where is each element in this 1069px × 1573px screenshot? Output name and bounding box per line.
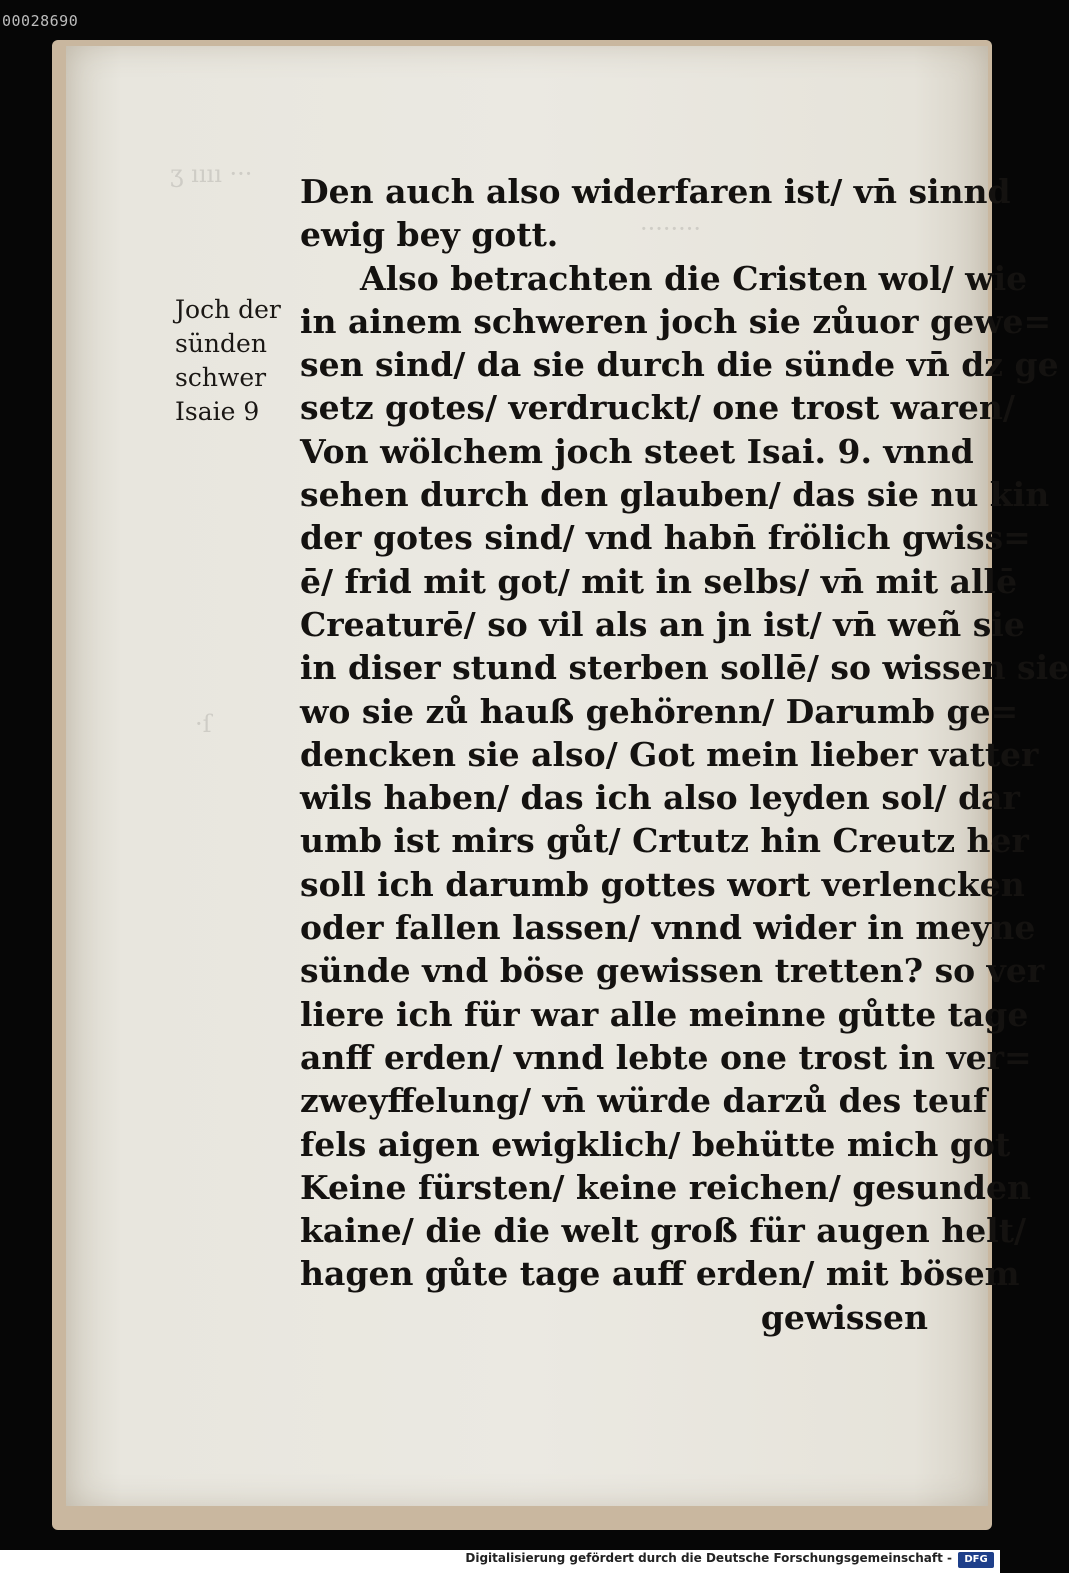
text-line: sünde vnd böse gewissen tretten? so ver bbox=[300, 951, 1045, 991]
bleed-through-mark: ········ bbox=[640, 215, 702, 243]
catchword: gewissen bbox=[760, 1297, 928, 1337]
text-line: anff erden/ vnnd lebte one trost in ver= bbox=[300, 1037, 1032, 1077]
text-line: umb ist mirs gůt/ Crtutz hin Creutz her bbox=[300, 821, 1029, 861]
text-line: fels aigen ewigklich/ behütte mich got bbox=[300, 1124, 1011, 1164]
text-line: Also betrachten die Cristen wol/ wie bbox=[360, 258, 1028, 298]
bleed-through-mark: ʒ ıııı ··· bbox=[170, 160, 253, 188]
scan-id-label: 00028690 bbox=[2, 12, 79, 30]
text-line: der gotes sind/ vnd habn̄ frölich gwiss= bbox=[300, 518, 1031, 558]
margin-note-line: Joch der bbox=[175, 295, 281, 324]
text-line: sen sind/ da sie durch die sünde vn̄ dz ge bbox=[300, 345, 1059, 385]
text-line: kaine/ die die welt groß für augen helt/ bbox=[300, 1211, 1027, 1251]
text-line: wo sie zů hauß gehörenn/ Darumb ge= bbox=[300, 691, 1019, 731]
text-line: Von wölchem joch steet Isai. 9. vnnd bbox=[300, 431, 974, 471]
margin-note bbox=[175, 293, 305, 429]
text-line: zweyffelung/ vn̄ würde darzů des teuf bbox=[300, 1081, 988, 1121]
text-line: ē/ frid mit got/ mit in selbs/ vn̄ mit allē bbox=[300, 561, 1018, 601]
margin-note-line: Isaie 9 bbox=[175, 397, 260, 426]
text-line: oder fallen lassen/ vnnd wider in meyne bbox=[300, 908, 1036, 948]
funding-notice: Digitalisierung gefördert durch die Deutsche Forschungsgemeinschaft - bbox=[465, 1551, 952, 1565]
text-line: soll ich darumb gottes wort verlencken bbox=[300, 864, 1025, 904]
text-line: ewig bey gott. bbox=[300, 215, 559, 255]
main-text-block bbox=[300, 170, 1069, 1339]
bleed-through-mark: ·ſ bbox=[195, 710, 212, 738]
text-line: dencken sie also/ Got mein lieber vatter bbox=[300, 734, 1039, 774]
text-line: hagen gůte tage auff erden/ mit bösem bbox=[300, 1254, 1020, 1294]
text-line: Creaturē/ so vil als an jn ist/ vn̄ weñ sie bbox=[300, 604, 1025, 644]
text-line: liere ich für war alle meinne gůtte tage bbox=[300, 994, 1029, 1034]
text-line: in diser stund sterben sollē/ so wissen sie bbox=[300, 648, 1069, 688]
text-line: wils haben/ das ich also leyden sol/ dar bbox=[300, 778, 1020, 818]
dfg-logo: DFG bbox=[958, 1552, 994, 1568]
margin-note-line: schwer bbox=[175, 363, 267, 392]
text-line: setz gotes/ verdruckt/ one trost waren/ bbox=[300, 388, 1015, 428]
text-line: in ainem schweren joch sie zůuor gewe= bbox=[300, 301, 1052, 341]
text-line: Den auch also widerfaren ist/ vn̄ sinnd bbox=[300, 172, 1011, 211]
text-line: sehen durch den glauben/ das sie nu kin bbox=[300, 475, 1050, 515]
text-line: Keine fürsten/ keine reichen/ gesunden bbox=[300, 1167, 1031, 1207]
margin-note-line: sünden bbox=[175, 329, 267, 358]
